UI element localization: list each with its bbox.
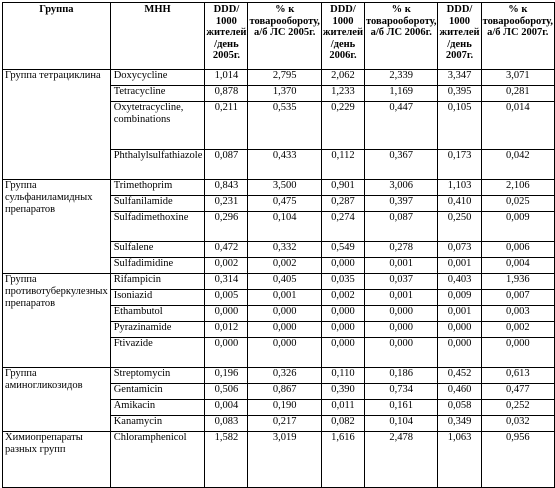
cell-share-2005: 0,190: [248, 400, 321, 416]
cell-share-2007: 0,281: [481, 86, 554, 102]
cell-share-2007: 0,042: [481, 150, 554, 180]
cell-ddd-2005: 0,002: [205, 258, 248, 274]
header-row: [3, 3, 555, 70]
cell-share-2005: 0,433: [248, 150, 321, 180]
cell-ddd-2005: 0,211: [205, 102, 248, 150]
header-ddd-2006: DDD/ 1000 жителей /день 2006г.: [321, 3, 364, 70]
cell-ddd-2007: 0,460: [438, 384, 481, 400]
cell-ddd-2005: 0,843: [205, 180, 248, 196]
drug-name: Gentamicin: [110, 384, 205, 400]
drug-name: Sulfanilamide: [110, 196, 205, 212]
drug-name: Doxycycline: [110, 70, 205, 86]
cell-ddd-2007: 0,452: [438, 368, 481, 384]
cell-ddd-2006: 0,110: [321, 368, 364, 384]
drug-name: Rifampicin: [110, 274, 205, 290]
cell-ddd-2006: 0,000: [321, 306, 364, 322]
cell-ddd-2005: 0,004: [205, 400, 248, 416]
cell-share-2006: 0,186: [365, 368, 438, 384]
cell-ddd-2005: 0,087: [205, 150, 248, 180]
header-ddd-2005: DDD/ 1000 жителей /день 2005г.: [205, 3, 248, 70]
cell-share-2007: 0,252: [481, 400, 554, 416]
drug-name: Isoniazid: [110, 290, 205, 306]
cell-ddd-2006: 0,287: [321, 196, 364, 212]
table-row: [3, 70, 555, 86]
cell-share-2005: 0,332: [248, 242, 321, 258]
cell-share-2007: 0,003: [481, 306, 554, 322]
cell-share-2007: 0,025: [481, 196, 554, 212]
cell-ddd-2007: 0,105: [438, 102, 481, 150]
cell-share-2005: 0,867: [248, 384, 321, 400]
cell-share-2007: 0,000: [481, 338, 554, 368]
cell-ddd-2007: 0,001: [438, 306, 481, 322]
cell-share-2005: 0,000: [248, 338, 321, 368]
cell-share-2006: 0,037: [365, 274, 438, 290]
group-name: Группа аминогликозидов: [3, 368, 111, 432]
cell-share-2006: 0,278: [365, 242, 438, 258]
cell-share-2006: 0,000: [365, 306, 438, 322]
cell-share-2005: 0,405: [248, 274, 321, 290]
cell-share-2005: 0,217: [248, 416, 321, 432]
cell-ddd-2007: 1,063: [438, 432, 481, 488]
cell-ddd-2006: 0,000: [321, 258, 364, 274]
cell-share-2005: 0,000: [248, 322, 321, 338]
cell-ddd-2007: 0,403: [438, 274, 481, 290]
drug-name: Tetracycline: [110, 86, 205, 102]
cell-share-2007: 0,613: [481, 368, 554, 384]
cell-ddd-2007: 0,349: [438, 416, 481, 432]
group-name: Группа сульфаниламидных препаратов: [3, 180, 111, 274]
cell-share-2005: 0,535: [248, 102, 321, 150]
cell-share-2005: 3,500: [248, 180, 321, 196]
cell-share-2007: 3,071: [481, 70, 554, 86]
cell-share-2006: 1,169: [365, 86, 438, 102]
cell-ddd-2005: 0,314: [205, 274, 248, 290]
cell-share-2006: 0,397: [365, 196, 438, 212]
cell-ddd-2005: 0,005: [205, 290, 248, 306]
table-body: [3, 70, 555, 488]
cell-share-2005: 0,326: [248, 368, 321, 384]
cell-share-2007: 0,007: [481, 290, 554, 306]
cell-ddd-2006: 0,229: [321, 102, 364, 150]
cell-ddd-2005: 0,083: [205, 416, 248, 432]
drug-name: Sulfadimethoxine: [110, 212, 205, 242]
cell-share-2007: 0,004: [481, 258, 554, 274]
cell-ddd-2007: 0,001: [438, 258, 481, 274]
cell-share-2006: 2,339: [365, 70, 438, 86]
cell-share-2007: 1,936: [481, 274, 554, 290]
cell-share-2006: 0,000: [365, 322, 438, 338]
cell-share-2005: 2,795: [248, 70, 321, 86]
table-wrapper: [2, 2, 555, 488]
cell-share-2007: 2,106: [481, 180, 554, 196]
cell-ddd-2005: 0,000: [205, 306, 248, 322]
cell-ddd-2005: 0,878: [205, 86, 248, 102]
cell-share-2006: 0,734: [365, 384, 438, 400]
cell-ddd-2007: 0,173: [438, 150, 481, 180]
cell-share-2005: 0,104: [248, 212, 321, 242]
cell-share-2007: 0,032: [481, 416, 554, 432]
cell-ddd-2006: 0,035: [321, 274, 364, 290]
cell-share-2007: 0,014: [481, 102, 554, 150]
drug-name: Sulfadimidine: [110, 258, 205, 274]
cell-ddd-2005: 0,296: [205, 212, 248, 242]
cell-share-2007: 0,002: [481, 322, 554, 338]
drug-name: Ethambutol: [110, 306, 205, 322]
cell-share-2006: 0,104: [365, 416, 438, 432]
cell-ddd-2007: 0,250: [438, 212, 481, 242]
cell-ddd-2006: 0,274: [321, 212, 364, 242]
cell-ddd-2005: 1,582: [205, 432, 248, 488]
header-share-2006: % к товарообороту, а/б ЛС 2006г.: [365, 3, 438, 70]
cell-ddd-2007: 3,347: [438, 70, 481, 86]
drug-name: Sulfalene: [110, 242, 205, 258]
cell-share-2005: 0,001: [248, 290, 321, 306]
cell-share-2005: 1,370: [248, 86, 321, 102]
table-row: [3, 368, 555, 384]
table-row: [3, 274, 555, 290]
table-row: [3, 180, 555, 196]
cell-share-2006: 0,001: [365, 290, 438, 306]
cell-share-2006: 0,001: [365, 258, 438, 274]
cell-ddd-2006: 0,390: [321, 384, 364, 400]
drug-name: Trimethoprim: [110, 180, 205, 196]
drug-name: Oxytetracycline, combinations: [110, 102, 205, 150]
cell-ddd-2007: 1,103: [438, 180, 481, 196]
drug-name: Chloramphenicol: [110, 432, 205, 488]
cell-ddd-2005: 1,014: [205, 70, 248, 86]
header-inn: МНН: [110, 3, 205, 70]
antibiotic-consumption-table: [2, 2, 555, 488]
cell-share-2005: 3,019: [248, 432, 321, 488]
cell-share-2006: 3,006: [365, 180, 438, 196]
cell-share-2007: 0,956: [481, 432, 554, 488]
cell-ddd-2006: 0,000: [321, 322, 364, 338]
drug-name: Amikacin: [110, 400, 205, 416]
cell-share-2007: 0,477: [481, 384, 554, 400]
cell-ddd-2006: 0,000: [321, 338, 364, 368]
header-group: Группа: [3, 3, 111, 70]
cell-ddd-2005: 0,196: [205, 368, 248, 384]
drug-name: Phthalylsulfathiazole: [110, 150, 205, 180]
cell-ddd-2007: 0,000: [438, 338, 481, 368]
cell-ddd-2006: 1,233: [321, 86, 364, 102]
cell-ddd-2005: 0,012: [205, 322, 248, 338]
cell-ddd-2006: 0,011: [321, 400, 364, 416]
cell-ddd-2005: 0,472: [205, 242, 248, 258]
cell-share-2006: 0,367: [365, 150, 438, 180]
table-row: [3, 432, 555, 488]
cell-ddd-2007: 0,058: [438, 400, 481, 416]
group-name: Химиопрепараты разных групп: [3, 432, 111, 488]
header-share-2007: % к товарообороту, а/б ЛС 2007г.: [481, 3, 554, 70]
cell-share-2006: 2,478: [365, 432, 438, 488]
cell-share-2005: 0,475: [248, 196, 321, 212]
cell-ddd-2006: 1,616: [321, 432, 364, 488]
cell-share-2006: 0,087: [365, 212, 438, 242]
cell-ddd-2005: 0,000: [205, 338, 248, 368]
cell-share-2006: 0,000: [365, 338, 438, 368]
header-share-2005: % к товарообороту, а/б ЛС 2005г.: [248, 3, 321, 70]
drug-name: Kanamycin: [110, 416, 205, 432]
cell-ddd-2007: 0,073: [438, 242, 481, 258]
cell-ddd-2006: 0,082: [321, 416, 364, 432]
group-name: Группа тетрациклина: [3, 70, 111, 180]
cell-ddd-2005: 0,506: [205, 384, 248, 400]
cell-share-2007: 0,006: [481, 242, 554, 258]
cell-share-2006: 0,447: [365, 102, 438, 150]
cell-ddd-2005: 0,231: [205, 196, 248, 212]
cell-ddd-2007: 0,009: [438, 290, 481, 306]
cell-share-2005: 0,002: [248, 258, 321, 274]
cell-ddd-2006: 0,112: [321, 150, 364, 180]
drug-name: Ftivazide: [110, 338, 205, 368]
cell-ddd-2006: 0,549: [321, 242, 364, 258]
cell-ddd-2006: 2,062: [321, 70, 364, 86]
cell-share-2006: 0,161: [365, 400, 438, 416]
drug-name: Streptomycin: [110, 368, 205, 384]
cell-share-2007: 0,009: [481, 212, 554, 242]
cell-ddd-2007: 0,410: [438, 196, 481, 212]
group-name: Группа противотуберкулезных препаратов: [3, 274, 111, 368]
cell-ddd-2007: 0,395: [438, 86, 481, 102]
header-ddd-2007: DDD/ 1000 жителей /день 2007г.: [438, 3, 481, 70]
cell-ddd-2006: 0,901: [321, 180, 364, 196]
drug-name: Pyrazinamide: [110, 322, 205, 338]
cell-share-2005: 0,000: [248, 306, 321, 322]
cell-ddd-2006: 0,002: [321, 290, 364, 306]
cell-ddd-2007: 0,000: [438, 322, 481, 338]
